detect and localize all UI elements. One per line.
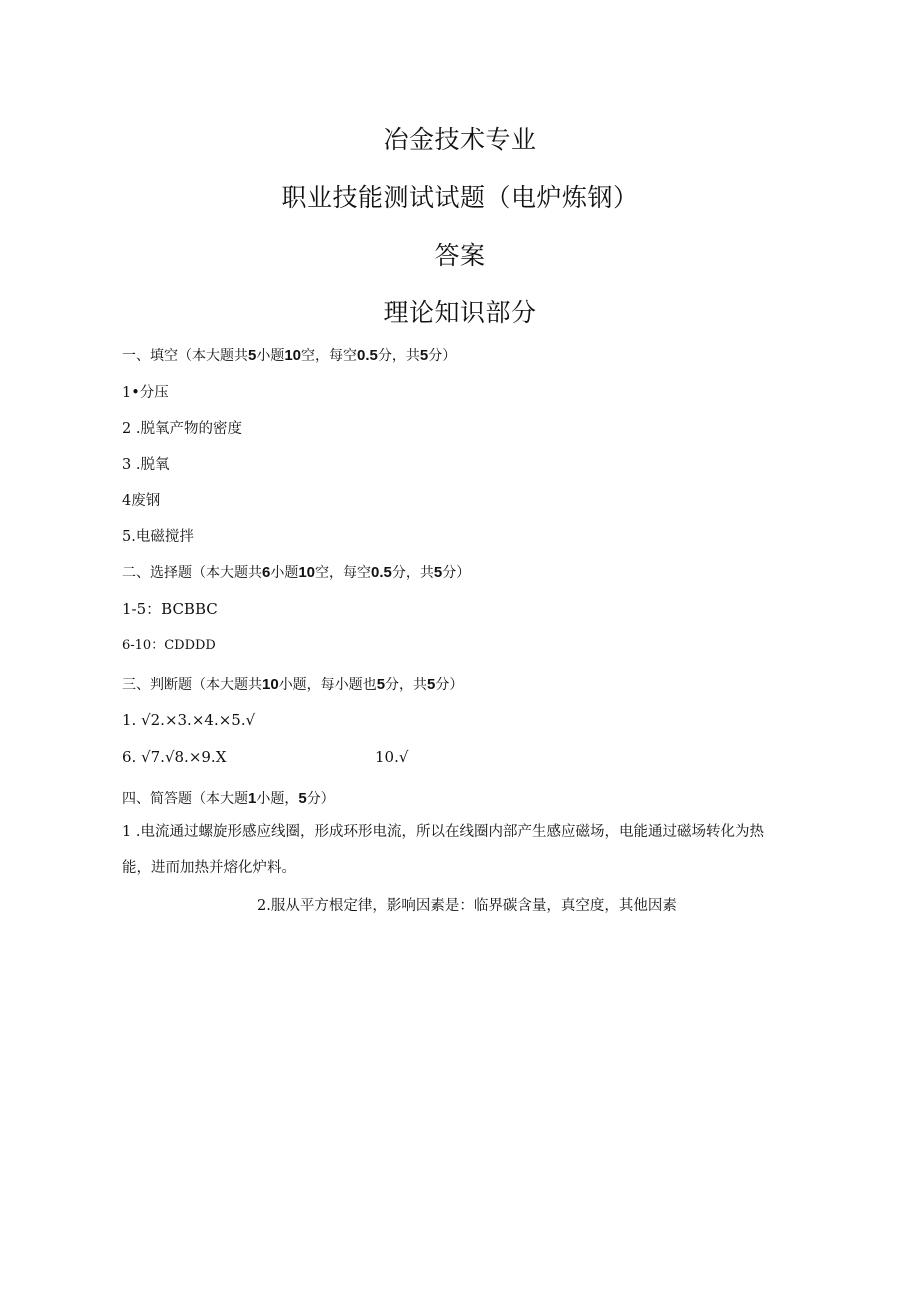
judge-answer-10: 10.√ — [375, 748, 409, 766]
choice-answers-6-10: 6-10：CDDDD — [122, 638, 216, 653]
fill-answer-5: 5.电磁搅拌 — [122, 529, 194, 545]
major-title: 冶金技术专业 — [383, 125, 537, 154]
fill-answer-4: 4废钢 — [122, 493, 161, 509]
section1-heading: 一、填空（本大题共5小题10空，每空0.5分，共5分） — [122, 347, 457, 364]
section4-heading: 四、简答题（本大题1小题，5分） — [122, 790, 335, 807]
judge-answers-6-9: 6. √7.√8.×9.X — [122, 748, 227, 766]
section3-heading: 三、判断题（本大题共10小题，每小题也5分，共5分） — [122, 676, 464, 693]
section2-heading: 二、选择题（本大题共6小题10空，每空0.5分，共5分） — [122, 564, 471, 581]
short-answer-2: 2.服从平方根定律，影响因素是：临界碳含量，真空度，其他因素 — [257, 898, 677, 914]
fill-answer-3: 3 .脱氧 — [122, 457, 170, 473]
choice-answers-1-5: 1-5：BCBBC — [122, 600, 218, 618]
section-title: 理论知识部分 — [383, 298, 537, 327]
short-answer-1-line1: 1 .电流通过螺旋形感应线圈，形成环形电流，所以在线圈内部产生感应磁场，电能通过磁场转化为热 — [122, 824, 764, 840]
answer-title: 答案 — [434, 241, 486, 270]
exam-title: 职业技能测试试题（电炉炼钢） — [281, 183, 639, 212]
fill-answer-1: 1•分压 — [122, 385, 169, 401]
fill-answer-2: 2 .脱氧产物的密度 — [122, 421, 242, 437]
judge-answers-1-5: 1. √2.×3.×4.×5.√ — [122, 711, 256, 729]
short-answer-1-line2: 能，进而加热并熔化炉料。 — [122, 860, 296, 876]
